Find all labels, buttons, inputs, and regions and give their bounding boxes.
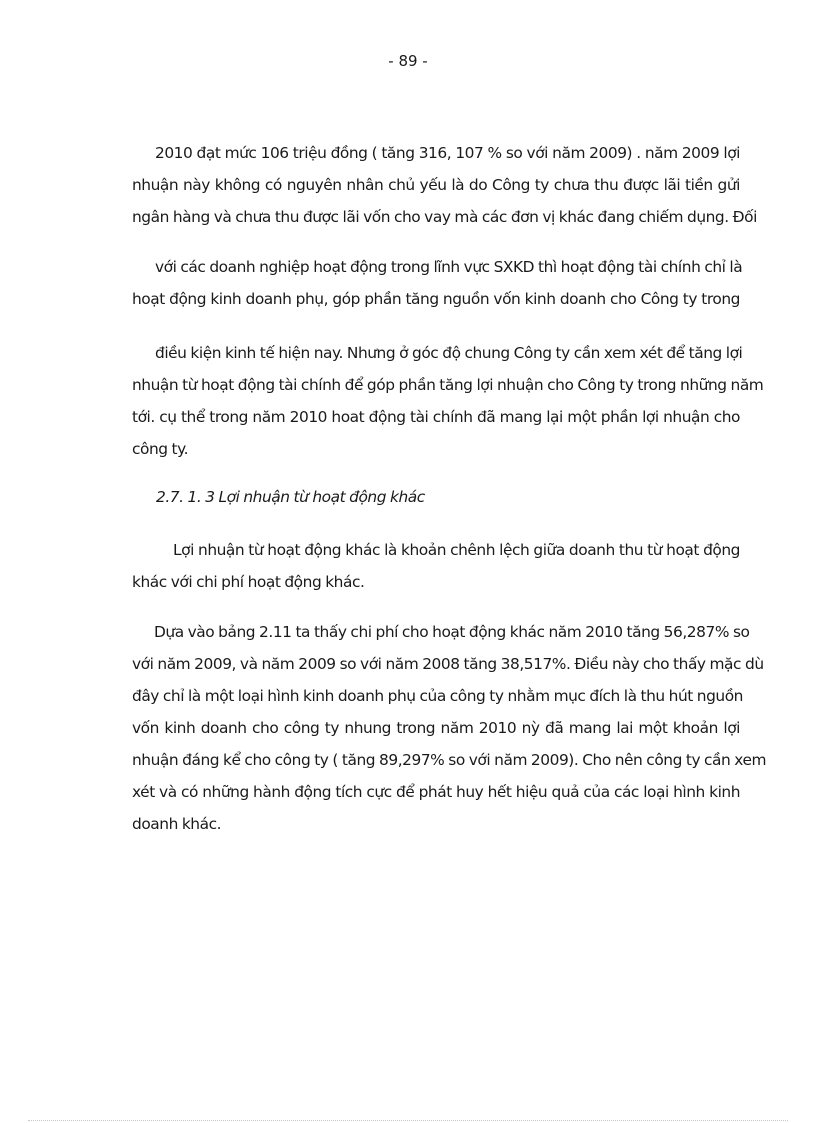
section-heading-other-profit: 2.7. 1. 3 Lợi nhuận từ hoạt động khác: [156, 488, 425, 506]
text-line: với các doanh nghiệp hoạt động trong lĩnh vực SXKD thì hoạt động tài chính chỉ là: [155, 258, 743, 276]
text-line: doanh khác.: [132, 815, 222, 833]
text-line: điều kiện kinh tế hiện nay. Nhưng ở góc độ chung Công ty cần xem xét để tăng lợi: [155, 344, 743, 362]
text-line: với năm 2009, và năm 2009 so với năm 2008 tăng 38,517%. Điều này cho thấy mặc dù: [132, 655, 764, 673]
paragraph-financial-profit-2010: [132, 143, 757, 227]
text-line: ngân hàng và chưa thu được lãi vốn cho vay mà các đơn vị khác đang chiếm dụng. Đối: [132, 208, 757, 226]
paragraph-financial-activity-role: [132, 257, 743, 309]
text-line: 2010 đạt mức 106 triệu đồng ( tăng 316, 107 % so với năm 2009) . năm 2009 lợi: [155, 144, 740, 162]
page-number: - 89 -: [388, 52, 428, 70]
text-line: nhuận này không có nguyên nhân chủ yếu là do Công ty chưa thu được lãi tiền gửi: [132, 176, 740, 194]
paragraph-other-activity-costs: [132, 622, 767, 834]
paragraph-current-conditions: [132, 343, 764, 459]
text-line: khác với chi phí hoạt động khác.: [132, 573, 365, 591]
text-line: vốn kinh doanh cho công ty nhung trong năm 2010 nỳ đã mang lai một khoản lợi: [132, 719, 740, 737]
text-line: công ty.: [132, 440, 189, 458]
text-line: Lợi nhuận từ hoạt động khác là khoản chênh lệch giữa doanh thu từ hoạt động: [173, 541, 740, 559]
text-line: hoạt động kinh doanh phụ, góp phần tăng nguồn vốn kinh doanh cho Công ty trong: [132, 290, 740, 308]
text-line: đây chỉ là một loại hình kinh doanh phụ của công ty nhằm mục đích là thu hút nguồn: [132, 687, 743, 705]
paragraph-other-profit-definition: [132, 540, 740, 592]
text-line: tới. cụ thể trong năm 2010 hoat động tài chính đã mang lại một phần lợi nhuận cho: [132, 408, 740, 426]
text-line: Dựa vào bảng 2.11 ta thấy chi phí cho hoạt động khác năm 2010 tăng 56,287% so: [154, 623, 750, 641]
page-bottom-rule: [28, 1120, 788, 1121]
text-line: xét và có những hành động tích cực để phát huy hết hiệu quả của các loại hình kinh: [132, 783, 740, 801]
text-line: nhuận đáng kể cho công ty ( tăng 89,297% so với năm 2009). Cho nên công ty cần xem: [132, 751, 767, 769]
text-line: nhuận từ hoạt động tài chính để góp phần tăng lợi nhuận cho Công ty trong những năm: [132, 376, 764, 394]
